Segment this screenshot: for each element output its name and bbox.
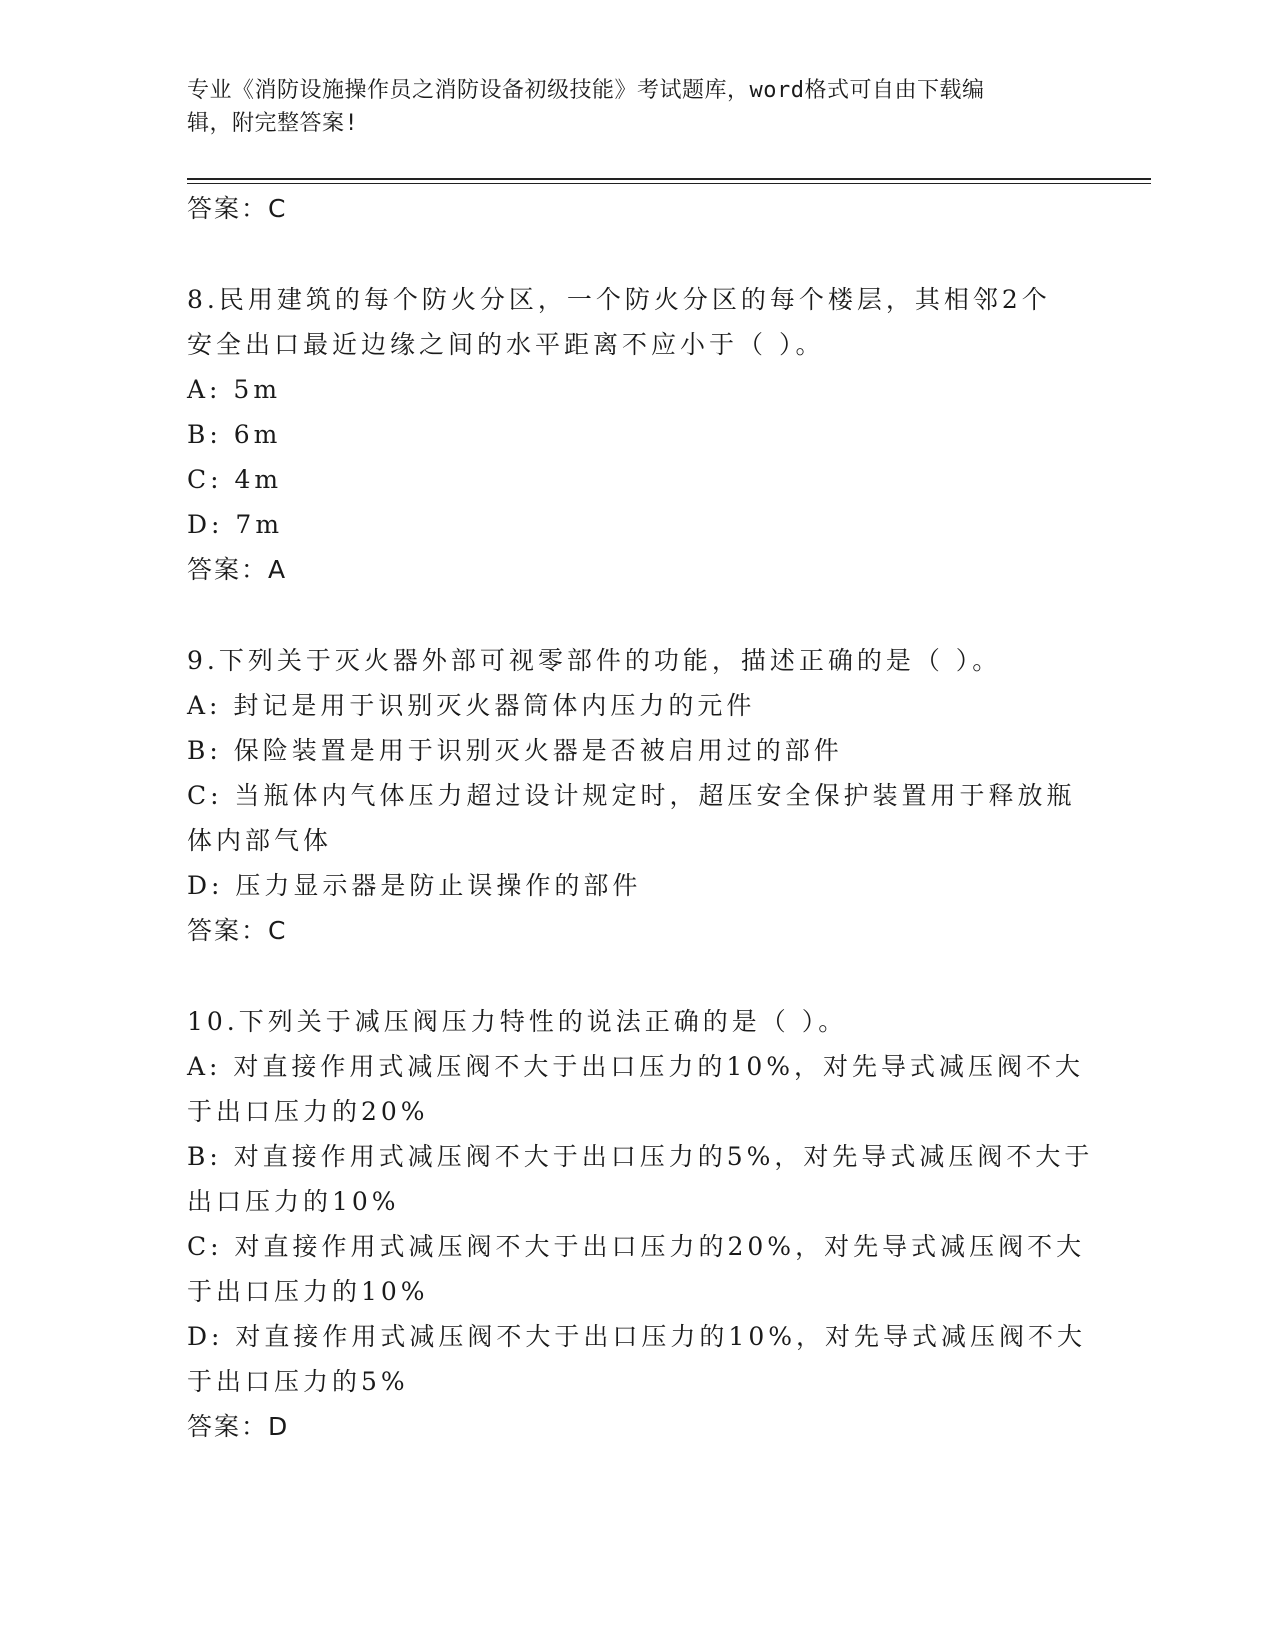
question-9-option-c: C: 当瓶体内气体压力超过设计规定时，超压安全保护装置用于释放瓶 <box>187 781 1076 810</box>
question-9-option-b: B: 保险装置是用于识别灭火器是否被启用过的部件 <box>187 736 843 765</box>
question-9-stem: 9.下列关于灭火器外部可视零部件的功能，描述正确的是（ ）。 <box>187 646 1002 675</box>
question-10-stem: 10.下列关于减压阀压力特性的说法正确的是（ ）。 <box>187 1007 848 1036</box>
question-10-option-b: B: 对直接作用式减压阀不大于出口压力的5%，对先导式减压阀不大于 <box>187 1142 1094 1171</box>
question-10-option-a-cont: 于出口压力的20% <box>187 1097 429 1126</box>
question-10-option-d-cont: 于出口压力的5% <box>187 1367 409 1396</box>
question-8-option-a: A: 5m <box>187 375 282 404</box>
question-8-option-d: D: 7m <box>187 510 284 539</box>
question-8-stem-line-1: 8.民用建筑的每个防火分区，一个防火分区的每个楼层，其相邻2个 <box>187 285 1051 314</box>
question-9-option-c-cont: 体内部气体 <box>187 826 333 855</box>
answer-prev: 答案：C <box>187 194 288 223</box>
question-10-option-c-cont: 于出口压力的10% <box>187 1277 429 1306</box>
header-rule-thick <box>187 178 1151 180</box>
question-10-answer: 答案：D <box>187 1412 290 1441</box>
question-9-answer: 答案：C <box>187 916 288 945</box>
question-10-option-d: D: 对直接作用式减压阀不大于出口压力的10%，对先导式减压阀不大 <box>187 1322 1086 1351</box>
header-line-1: 专业《消防设施操作员之消防设备初级技能》考试题库，word格式可自由下载编 <box>187 78 985 103</box>
header-line-2: 辑，附完整答案! <box>187 111 359 136</box>
question-9-option-a: A: 封记是用于识别灭火器筒体内压力的元件 <box>187 691 756 720</box>
question-8-option-c: C: 4m <box>187 465 283 494</box>
document-header <box>187 74 1067 140</box>
question-8-option-b: B: 6m <box>187 420 282 449</box>
question-8-answer: 答案：A <box>187 555 288 584</box>
question-9-option-d: D: 压力显示器是防止误操作的部件 <box>187 871 642 900</box>
question-8-stem-line-2: 安全出口最近边缘之间的水平距离不应小于（ ）。 <box>187 330 825 359</box>
header-rule-thin <box>187 183 1151 184</box>
question-10-option-b-cont: 出口压力的10% <box>187 1187 400 1216</box>
question-10-option-c: C: 对直接作用式减压阀不大于出口压力的20%，对先导式减压阀不大 <box>187 1232 1086 1261</box>
question-10-option-a: A: 对直接作用式减压阀不大于出口压力的10%，对先导式减压阀不大 <box>187 1052 1084 1081</box>
